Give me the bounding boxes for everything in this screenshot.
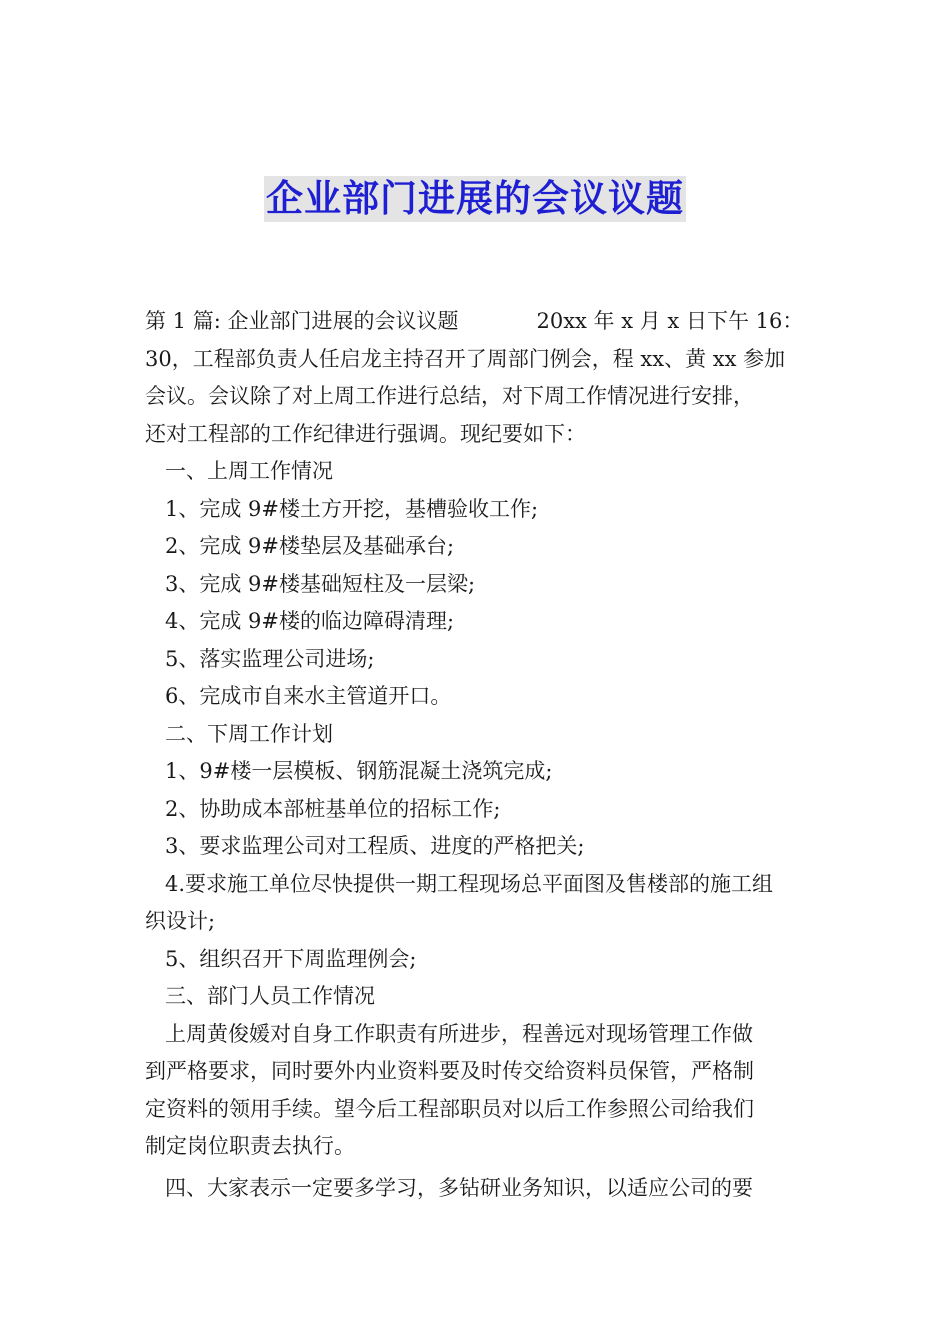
title-container [0,176,950,222]
section-3-heading: 三、部门人员工作情况 [165,984,375,1008]
intro-line-3: 会议。会议除了对上周工作进行总结，对下周工作情况进行安排， [145,384,754,408]
section-2-item-continuation: 织设计; [145,909,216,933]
section-2-item: 2、协助成本部桩基单位的招标工作; [165,796,501,821]
section-3-paragraph-line: 到严格要求，同时要外内业资料要及时传交给资料员保管，严格制 [145,1059,754,1083]
section-4-paragraph-line: 四、大家表示一定要多学习，多钻研业务知识，以适应公司的要 [165,1175,753,1200]
intro-heading: 第 1 篇: 企业部门进展的会议议题 [145,309,459,333]
section-1-item: 3、完成 9#楼基础短柱及一层梁; [165,571,476,596]
intro-line-2: 30，工程部负责人任启龙主持召开了周部门例会，程 xx、黄 xx 参加 [145,346,786,371]
section-2-item: 4.要求施工单位尽快提供一期工程现场总平面图及售楼部的施工组 [165,871,774,896]
intro-line-1 [145,303,810,341]
section-1-item: 4、完成 9#楼的临边障碍清理; [165,609,455,633]
section-3-paragraph-line: 上周黄俊媛对自身工作职责有所进步，程善远对现场管理工作做 [165,1021,753,1046]
section-3-paragraph-line: 制定岗位职责去执行。 [145,1134,355,1158]
section-1-item: 2、完成 9#楼垫层及基础承台; [165,534,455,558]
document-body [145,303,810,1207]
intro-date: 20xx 年 x 月 x 日下午 16： [536,309,804,333]
section-2-item: 1、9#楼一层模板、钢筋混凝土浇筑完成; [165,759,553,783]
section-1-item: 6、完成市自来水主管道开口。 [165,684,452,708]
section-1-item: 1、完成 9#楼土方开挖，基槽验收工作; [165,496,539,521]
section-2-item: 3、要求监理公司对工程质、进度的严格把关; [165,834,585,858]
document-title: 企业部门进展的会议议题 [266,177,684,220]
intro-line-4: 还对工程部的工作纪律进行强调。现纪要如下： [145,421,586,446]
section-3-paragraph-line: 定资料的领用手续。望今后工程部职员对以后工作参照公司给我们 [145,1096,754,1121]
section-2-heading: 二、下周工作计划 [165,721,333,746]
section-2-item: 5、组织召开下周监理例会; [165,946,417,971]
section-1-item: 5、落实监理公司进场; [165,646,375,671]
section-1-heading: 一、上周工作情况 [165,459,333,483]
